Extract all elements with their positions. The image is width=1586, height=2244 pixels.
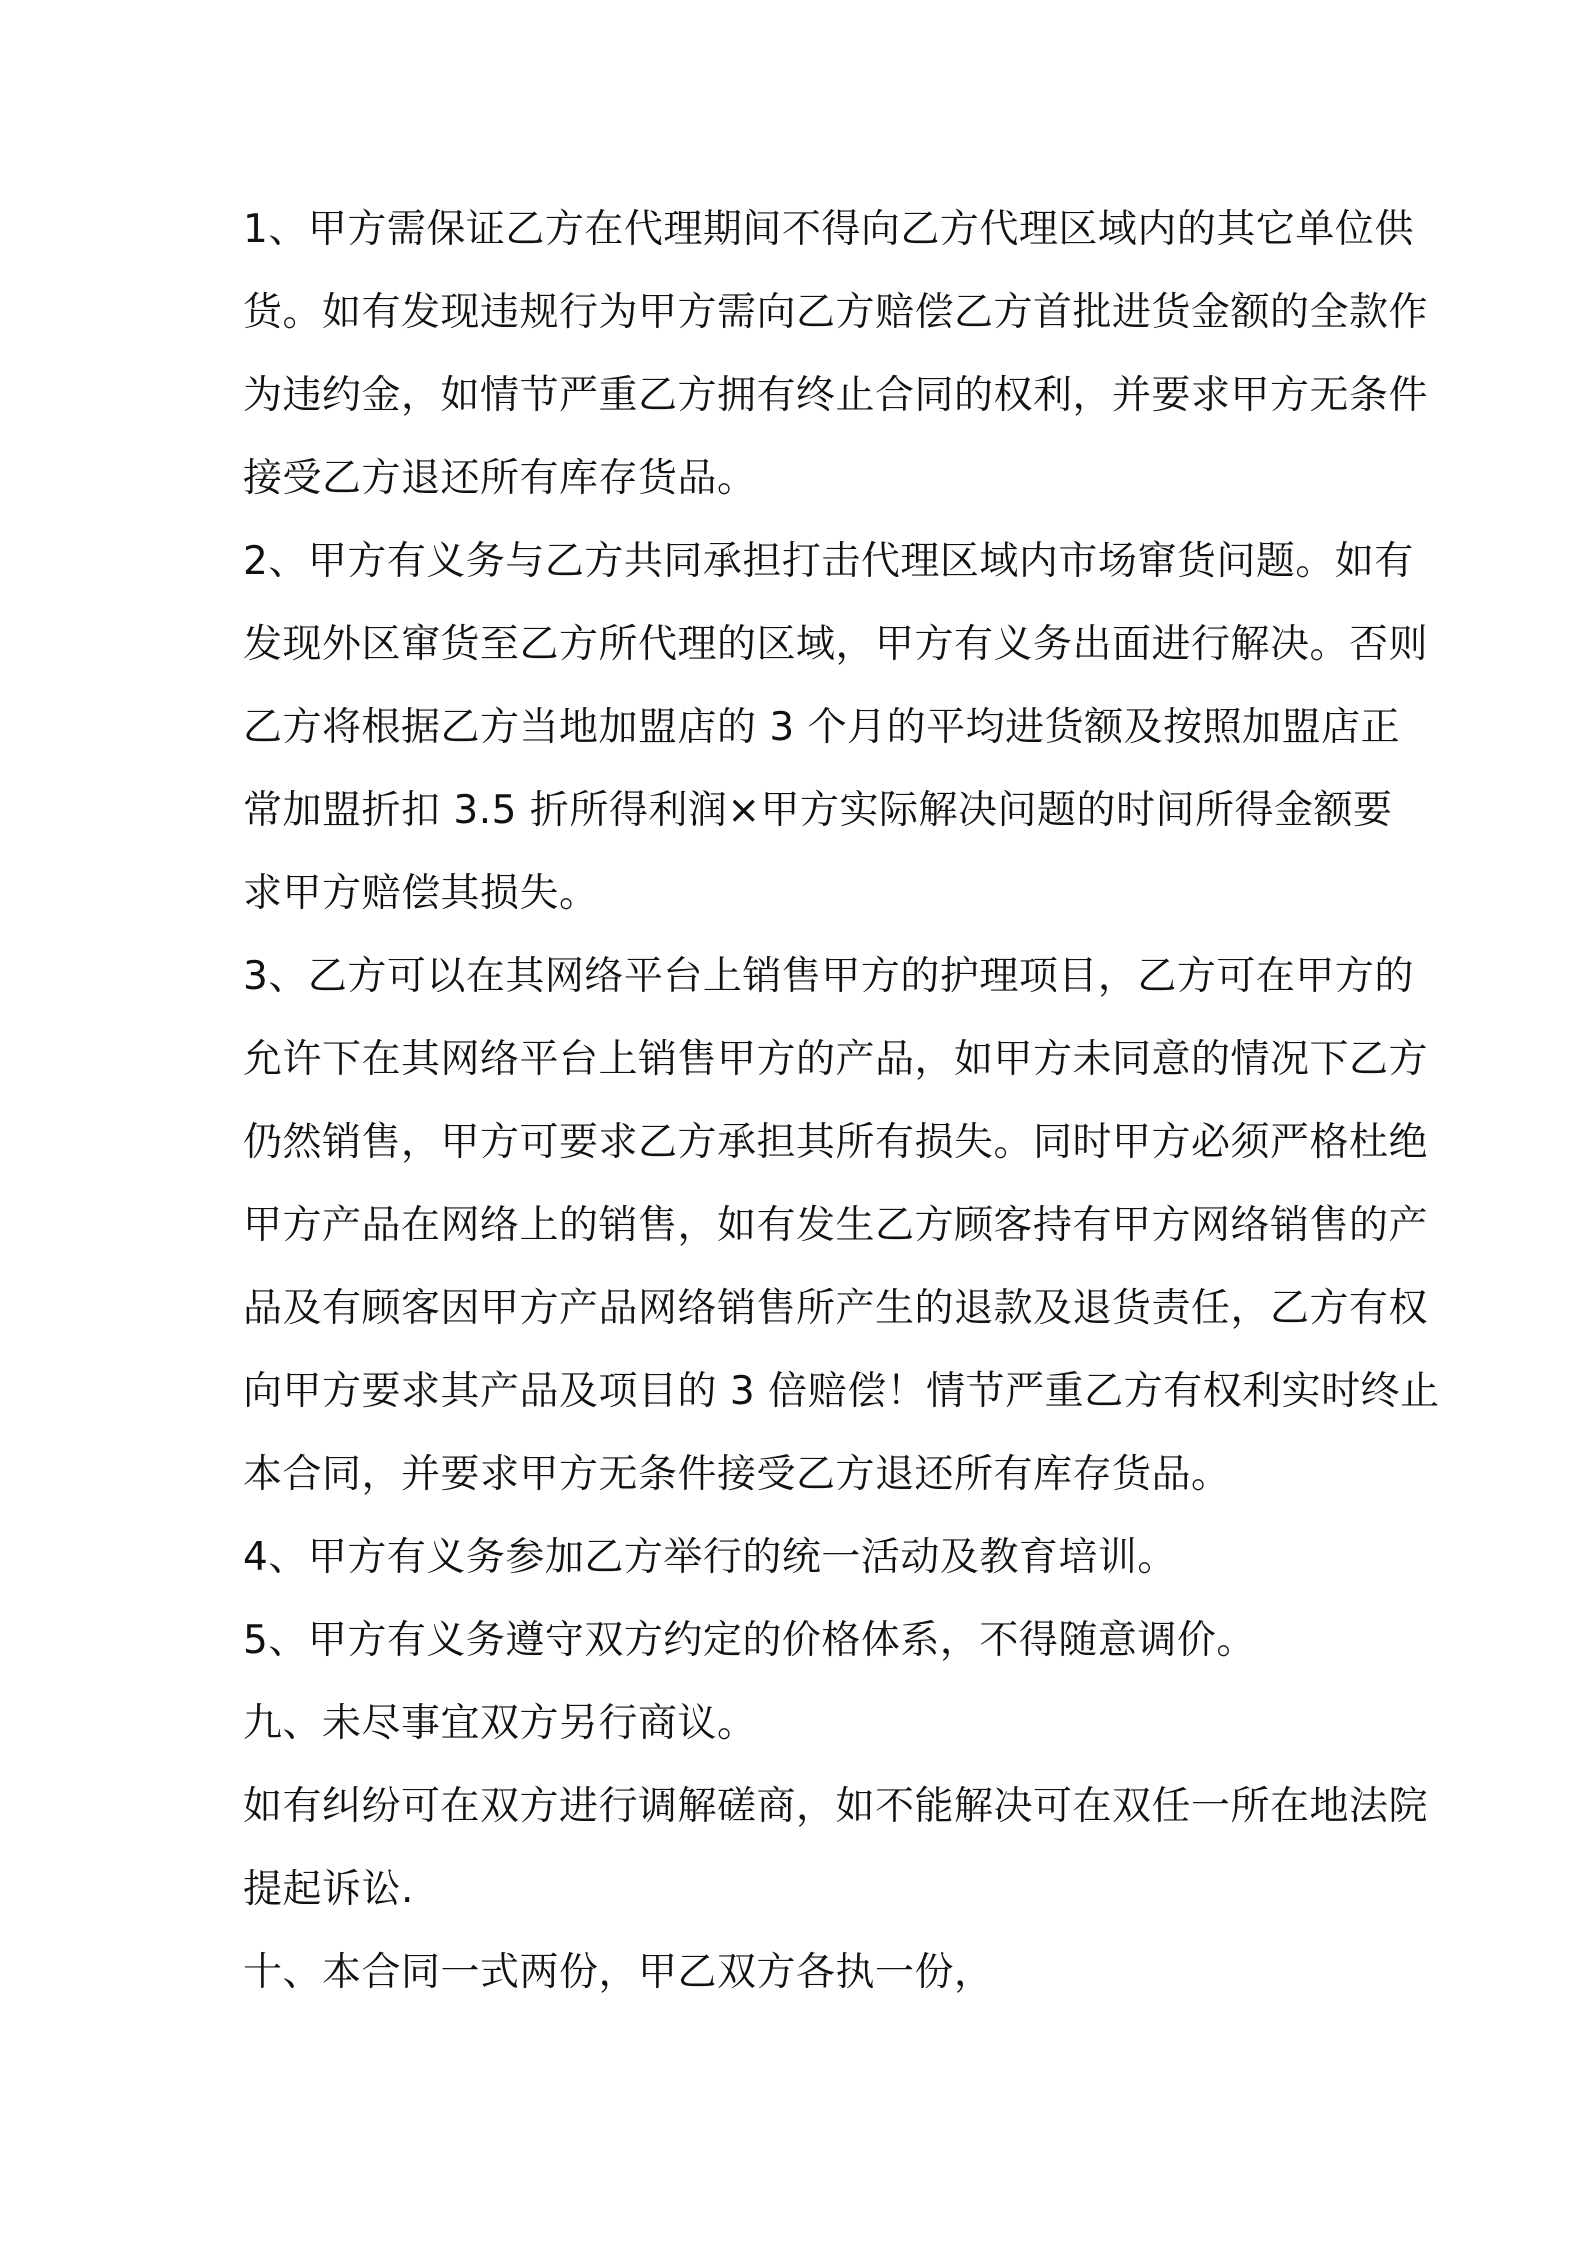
text-line: 甲方产品在网络上的销售，如有发生乙方顾客持有甲方网络销售的产 [243,1203,1429,1248]
text-line: 为违约金，如情节严重乙方拥有终止合同的权利，并要求甲方无条件 [243,373,1429,418]
text-line: 接受乙方退还所有库存货品。 [243,456,757,501]
text-line: 发现外区窜货至乙方所代理的区域，甲方有义务出面进行解决。否则 [243,622,1429,667]
text-line: 如有纠纷可在双方进行调解磋商，如不能解决可在双任一所在地法院 [243,1784,1429,1829]
text-line: 2、甲方有义务与乙方共同承担打击代理区域内市场窜货问题。如有 [243,539,1414,584]
text-line: 九、未尽事宜双方另行商议。 [243,1701,757,1746]
text-line: 常加盟折扣 3.5 折所得利润×甲方实际解决问题的时间所得金额要 [243,788,1393,833]
text-line: 允许下在其网络平台上销售甲方的产品，如甲方未同意的情况下乙方 [243,1037,1429,1082]
text-line: 品及有顾客因甲方产品网络销售所产生的退款及退货责任，乙方有权 [243,1286,1429,1331]
text-line: 1、甲方需保证乙方在代理期间不得向乙方代理区域内的其它单位供 [243,207,1414,252]
text-line: 乙方将根据乙方当地加盟店的 3 个月的平均进货额及按照加盟店正 [243,705,1401,750]
text-line: 4、甲方有义务参加乙方举行的统一活动及教育培训。 [243,1535,1177,1580]
text-line: 向甲方要求其产品及项目的 3 倍赔偿！情节严重乙方有权利实时终止 [243,1369,1440,1414]
text-line: 求甲方赔偿其损失。 [243,871,599,916]
text-line: 仍然销售，甲方可要求乙方承担其所有损失。同时甲方必须严格杜绝 [243,1120,1429,1165]
text-line: 货。如有发现违规行为甲方需向乙方赔偿乙方首批进货金额的全款作 [243,290,1429,335]
text-line: 5、甲方有义务遵守双方约定的价格体系，不得随意调价。 [243,1618,1256,1663]
text-line: 本合同，并要求甲方无条件接受乙方退还所有库存货品。 [243,1452,1231,1497]
text-line: 提起诉讼. [243,1867,414,1912]
text-line: 3、乙方可以在其网络平台上销售甲方的护理项目，乙方可在甲方的 [243,954,1414,999]
document-body [243,188,1440,2014]
text-line: 十、本合同一式两份，甲乙双方各执一份， [243,1950,994,1995]
